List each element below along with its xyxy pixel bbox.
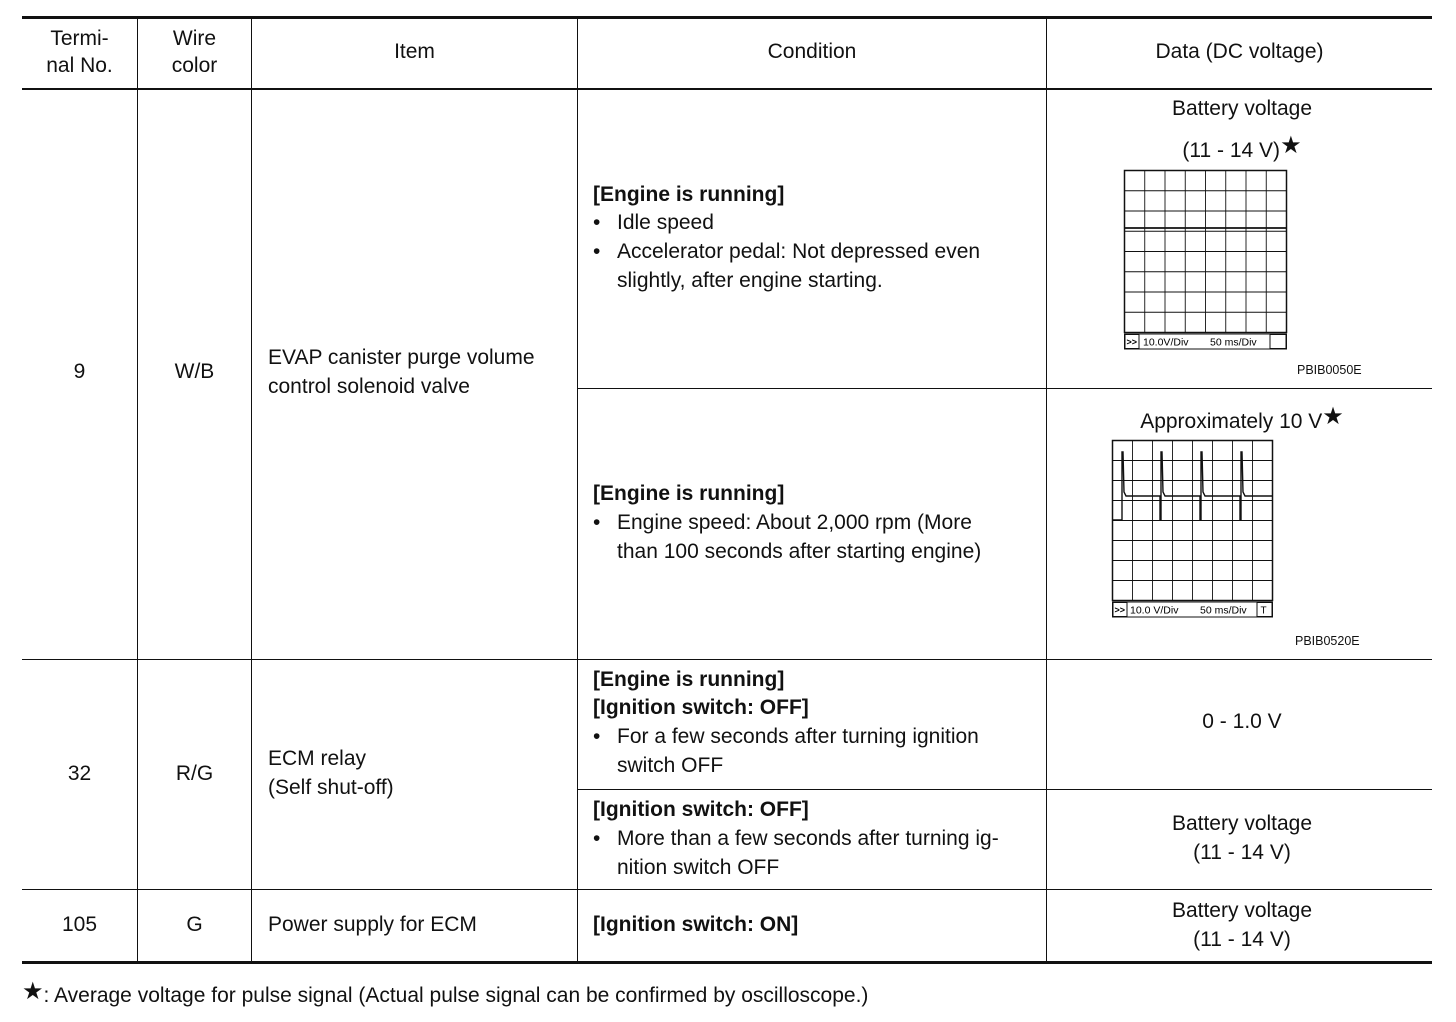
row32-wire: R/G xyxy=(175,762,214,785)
row32-cond2-bullet1-line1: More than a few seconds after turning ig- xyxy=(617,827,999,850)
scope2-volt-scale: 10.0 V/Div xyxy=(1130,604,1179,617)
row9-inner-rule xyxy=(577,388,1432,389)
row32-cond1-bullet1-line1: For a few seconds after turning ignition xyxy=(617,725,979,748)
row9-cond1-bullet2-line1: Accelerator pedal: Not depressed even xyxy=(617,240,981,263)
row9-cond1-bullet2-line2: slightly, after engine starting. xyxy=(617,269,883,292)
header-item: Item xyxy=(394,40,435,63)
row32-bottom-rule xyxy=(22,889,1432,890)
row9-cond2-head: [Engine is running] xyxy=(593,482,785,505)
row32-cond1-bullet1-line2: switch OFF xyxy=(617,754,724,777)
scope1-time-scale: 50 ms/Div xyxy=(1210,336,1257,349)
row105-wire: G xyxy=(186,913,203,936)
row32-cond2-head: [Ignition switch: OFF] xyxy=(593,798,809,821)
header-terminal-line1: Termi- xyxy=(50,27,109,50)
col-divider-2 xyxy=(251,18,252,962)
row32-item-line2: (Self shut-off) xyxy=(268,776,394,799)
table-bottom-rule xyxy=(22,961,1432,964)
footnote-text: : Average voltage for pulse signal (Actual pulse signal can be confirmed by oscilloscope.) xyxy=(43,984,869,1007)
row32-inner-rule xyxy=(577,789,1432,790)
row105-cond: [Ignition switch: ON] xyxy=(593,913,799,936)
header-wire-line1: Wire xyxy=(172,27,217,50)
row9-terminal: 9 xyxy=(73,360,86,383)
row32-cond1-head1: [Engine is running] xyxy=(593,668,785,691)
star-icon: ★ xyxy=(22,978,44,1005)
row9-cond2-bullet1-line2: than 100 seconds after starting engine) xyxy=(617,540,982,563)
star-icon: ★ xyxy=(1322,403,1344,430)
row32-terminal: 32 xyxy=(67,762,92,785)
row9-data1-line1: Battery voltage xyxy=(1171,97,1313,120)
row9-data1-line2 xyxy=(1047,131,1437,165)
row105-terminal: 105 xyxy=(61,913,98,936)
bullet-dot: • xyxy=(593,725,601,748)
row9-cond1-head: [Engine is running] xyxy=(593,183,785,206)
col-divider-1 xyxy=(137,18,138,962)
row9-wire: W/B xyxy=(174,360,215,383)
bullet-dot: • xyxy=(593,827,601,850)
header-condition: Condition xyxy=(767,40,857,63)
header-terminal xyxy=(22,25,137,79)
header-wire-line2: color xyxy=(171,54,218,77)
bullet-dot: • xyxy=(593,211,601,234)
header-terminal-line2: nal No. xyxy=(46,54,113,77)
row32-cond2-bullet1-line2: nition switch OFF xyxy=(617,856,780,879)
oscilloscope-waveform-2000rpm xyxy=(1108,438,1280,624)
footnote xyxy=(22,977,868,1010)
row9-data1-voltage: (11 - 14 V) xyxy=(1182,139,1281,162)
row32-data2-line1: Battery voltage xyxy=(1171,812,1313,835)
col-divider-3 xyxy=(577,18,578,962)
header-bottom-rule xyxy=(22,88,1432,90)
row32-cond1-head2: [Ignition switch: OFF] xyxy=(593,696,809,719)
row9-bottom-rule xyxy=(22,659,1432,660)
row9-item-line1: EVAP canister purge volume xyxy=(268,346,535,369)
scope2-trigger-label: T xyxy=(1260,605,1267,617)
row9-data2-figure-code: PBIB0520E xyxy=(1295,634,1360,648)
row105-data-line2: (11 - 14 V) xyxy=(1193,928,1291,951)
header-wire-color xyxy=(138,25,251,79)
bullet-dot: • xyxy=(593,240,601,263)
row9-cond2-bullet1-line1: Engine speed: About 2,000 rpm (More xyxy=(617,511,972,534)
bullet-dot: • xyxy=(593,511,601,534)
row9-data2-line1 xyxy=(1047,402,1437,436)
scope-arrow-icon: >> xyxy=(1126,337,1138,347)
row32-item-line1: ECM relay xyxy=(268,747,367,770)
table-top-rule xyxy=(22,16,1432,19)
oscilloscope-waveform-idle xyxy=(1120,168,1292,354)
row105-item: Power supply for ECM xyxy=(268,913,477,936)
scope1-volt-scale: 10.0V/Div xyxy=(1143,336,1189,349)
scope-arrow-icon: >> xyxy=(1114,605,1126,615)
row9-data1-figure-code: PBIB0050E xyxy=(1297,363,1362,377)
row32-data1: 0 - 1.0 V xyxy=(1202,710,1282,733)
header-data: Data (DC voltage) xyxy=(1155,40,1324,63)
row32-data2-line2: (11 - 14 V) xyxy=(1193,841,1291,864)
row105-data-line1: Battery voltage xyxy=(1171,899,1313,922)
row9-item-line2: control solenoid valve xyxy=(268,375,470,398)
star-icon: ★ xyxy=(1280,132,1302,159)
row9-data2-voltage: Approximately 10 V xyxy=(1140,410,1323,433)
row9-cond1-bullet1-text: Idle speed xyxy=(617,211,714,234)
scope2-time-scale: 50 ms/Div xyxy=(1200,604,1247,617)
